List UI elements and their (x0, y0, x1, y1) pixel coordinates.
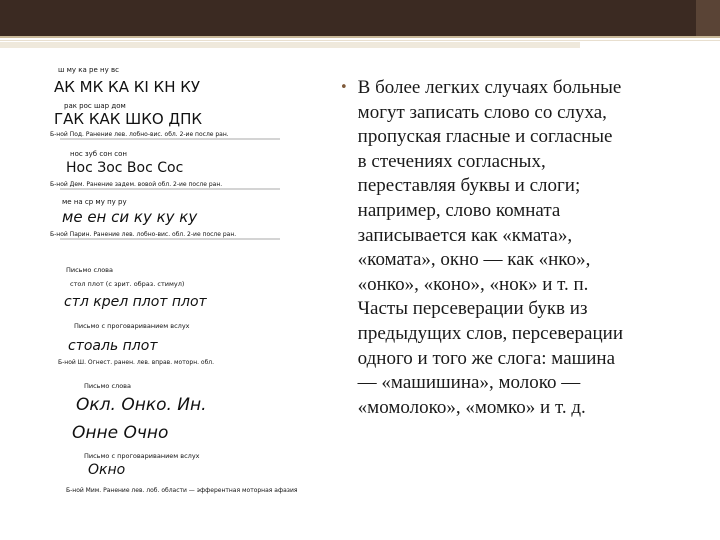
header-rule (0, 36, 720, 38)
header-strip (0, 42, 580, 48)
title-bar (0, 0, 720, 36)
row-4-prompt: ме на ср му пу ру (62, 198, 127, 206)
row-4-writing: ме ен си ку ку ку (62, 208, 198, 226)
bullet-text: В более легких случаях больные могут записать слово со слуха, пропуская гласные и согласные в стечениях согласных, переставляя буквы и слоги; например, слово комната записывается как «кмата», «комата», окно — как «нко», «онко», «коно», «нок» и т. п. Часты персеверации букв из предыдущих слов, персеверации одного и того же слога: машина — «машишина», молоко — «момолоко», «момко» и т. д. (357, 77, 623, 418)
row-7-label: Письмо слова (84, 382, 131, 390)
row-6-label: Письмо с проговариванием вслух (74, 322, 190, 330)
corner-accent (696, 0, 720, 36)
caption-5: Б-ной Мим. Ранение лев. лоб. области — эфферентная моторная афазия (66, 487, 298, 494)
row-1-prompt: ш му ка ре ну вс (58, 66, 119, 74)
caption-4: Б-ной Ш. Огнест. ранен. лев. вправ. моторн. обл. (58, 359, 215, 366)
row-6-writing: стоаль плот (68, 338, 158, 354)
caption-3: Б-ной Парин. Ранение лев. лобно-вис. обл. 2-ие после ран. (50, 231, 237, 238)
row-1-writing: АК МК КА КІ КН КУ (54, 78, 201, 96)
row-3-writing: Нос Зос Вос Сос (66, 160, 184, 176)
row-9-writing: Окно (88, 462, 126, 478)
caption-2: Б-ной Дем. Ранение задем. вовой обл. 2-ие после ран. (50, 181, 223, 188)
row-2-writing: ГАК КАК ШКО ДПК (54, 110, 203, 128)
row-5-prompt: стол плот (с зрит. образ. стимул) (70, 280, 185, 288)
row-2-prompt: рак рос шар дом (64, 102, 126, 110)
row-7-writing: Окл. Онко. Ин. (76, 395, 207, 415)
handwriting-figure (40, 60, 330, 520)
row-5-writing: стл крел плот плот (64, 294, 207, 310)
handwriting-samples (40, 60, 330, 520)
header-rule-thin (0, 40, 720, 41)
main-text (340, 76, 690, 420)
bullet-marker-icon: • (340, 80, 348, 95)
row-9-label: Письмо с проговариванием вслух (84, 452, 200, 460)
row-5-label: Письмо слова (66, 266, 113, 274)
row-8-writing: Онне Очно (72, 423, 169, 443)
bullet-item (340, 76, 690, 420)
caption-1: Б-ной Под. Ранение лев. лобно-вис. обл. 2-ие после ран. (50, 131, 229, 138)
row-3-prompt: нос зуб сон сон (70, 150, 127, 158)
